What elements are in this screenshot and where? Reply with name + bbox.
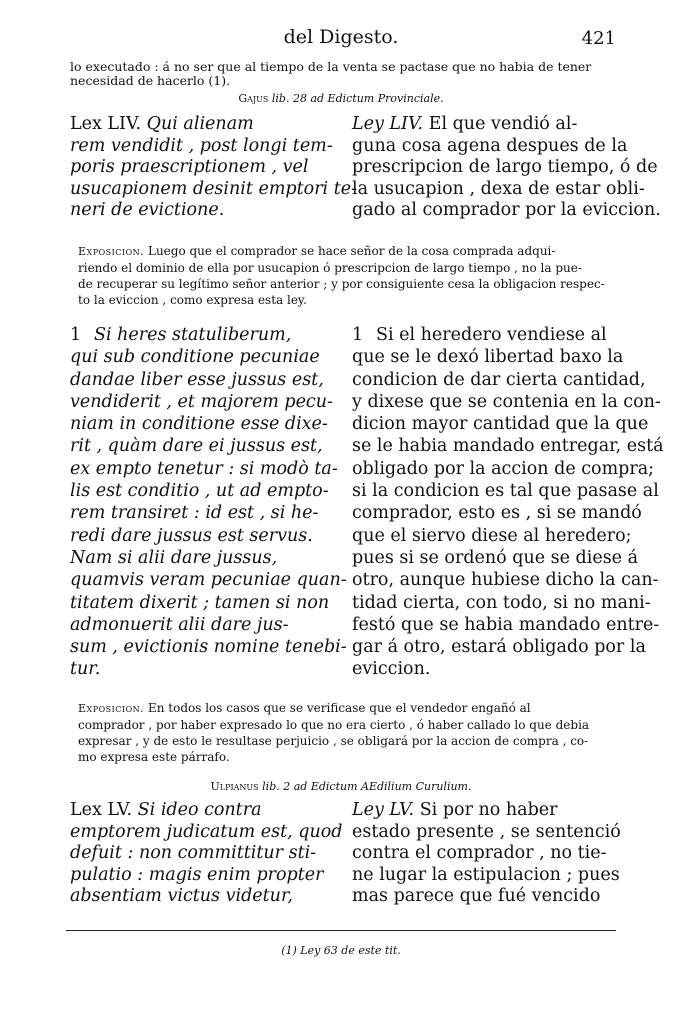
page-number: 421 <box>581 28 616 49</box>
text-line: admonuerit alii dare jus- <box>70 614 289 635</box>
text-line: Si heres statuliberum, <box>94 325 292 345</box>
source-citation-ulpianus <box>0 780 682 793</box>
lex-54-latin <box>70 114 358 222</box>
text-line: dandae liber esse jussus est, <box>70 369 324 390</box>
source-citation-gajus <box>0 92 682 105</box>
text-line: dicion mayor cantidad que la que <box>352 414 649 435</box>
text-line: niam in conditione esse dixe- <box>70 414 328 435</box>
exposicion-1 <box>78 243 614 308</box>
lex-heading: Lex LV. <box>70 800 133 820</box>
text-line: rem transiret : id est , si he- <box>70 503 319 524</box>
ley-heading: Ley LV. <box>352 800 415 820</box>
text-line: rit , quàm dare ei jussus est, <box>70 436 323 457</box>
top-continuation <box>70 60 615 88</box>
citation-source: lib. 28 ad Edictum Provinciale. <box>268 92 444 105</box>
text-line: qui sub conditione pecuniae <box>70 347 320 368</box>
text-line: poris praescriptionem , vel <box>70 157 309 177</box>
citation-author: Ulpianus <box>210 780 259 793</box>
text-line: estado presente , se sentenció <box>352 821 621 842</box>
text-line: redi dare jussus est servus. <box>70 525 313 546</box>
text-line: tidad cierta, con todo, si no mani- <box>352 592 651 613</box>
text-line: pulatio : magis enim propter <box>70 864 324 885</box>
lex-heading: Lex LIV. <box>70 114 142 134</box>
text-line: la usucapion , dexa de estar obli- <box>352 178 645 199</box>
text-line: otro, aunque hubiese dicho la can- <box>352 570 659 591</box>
text-line: guna cosa agena despues de la <box>352 135 628 156</box>
text-line: ex empto tenetur : si modò ta- <box>70 458 338 479</box>
text-line: si la condicion es tal que pasase al <box>352 481 659 502</box>
text-line: titatem dixerit ; tamen si non <box>70 592 330 613</box>
text-line: comprador, esto es , si se mandó <box>352 503 642 524</box>
ley-54-spanish <box>352 114 661 222</box>
text-line: obligado por la accion de compra; <box>352 458 655 479</box>
text-line: neri de evictione. <box>70 200 225 220</box>
text-line: condicion de dar cierta cantidad, <box>352 369 646 390</box>
text-line: se le habia mandado entregar, está <box>352 436 664 457</box>
text-line: mo expresa este párrafo. <box>78 750 230 764</box>
exposicion-2 <box>78 700 614 765</box>
text-line: riendo el dominio de ella por usucapion ó prescripcion de largo tiempo , no la pue- <box>78 261 582 275</box>
text-line: necesidad de hacerlo (1). <box>70 73 231 88</box>
citation-source: lib. 2 ad Edictum AEdilium Curulium. <box>258 780 472 793</box>
text-line: Qui alienam <box>141 114 254 134</box>
text-line: El que vendió al- <box>423 114 578 134</box>
section-1-spanish <box>352 324 664 681</box>
text-line: Si por no haber <box>414 800 558 820</box>
text-line: expresar , y de esto le resultase perjuicio , se obligará por la accion de compra , co- <box>78 734 589 748</box>
text-line: rem vendidit , post longi tem- <box>70 135 333 156</box>
text-line: gado al comprador por la eviccion. <box>352 200 661 220</box>
citation-author: Gajus <box>238 92 269 105</box>
lex-55-latin <box>70 800 343 908</box>
text-line: mas parece que fué vencido <box>352 886 601 906</box>
text-line: Si el heredero vendiese al <box>376 325 607 345</box>
text-line: pues si se ordenó que se diese á <box>352 547 639 568</box>
text-line: lo executado : á no ser que al tiempo de la venta se pactase que no habia de tener <box>70 59 592 74</box>
text-line: festó que se habia mandado entre- <box>352 614 660 635</box>
text-line: En todos los casos que se verificase que el vendedor engañó al <box>144 701 531 715</box>
text-line: usucapionem desinit emptori te- <box>70 178 358 199</box>
running-head: del Digesto. <box>283 26 399 48</box>
text-line: que el siervo diese al heredero; <box>352 525 632 546</box>
text-line: comprador , por haber expresado lo que no era cierto , ó haber callado lo que debia <box>78 718 590 732</box>
text-line: absentiam victus videtur, <box>70 886 293 906</box>
text-line: vendiderit , et majorem pecu- <box>70 391 333 412</box>
text-line: quamvis veram pecuniae quan- <box>70 570 347 591</box>
text-line: to la eviccion , como expresa esta ley. <box>78 293 307 307</box>
text-line: de recuperar su legítimo señor anterior ; y por consiguiente cesa la obligacion respec- <box>78 277 605 291</box>
text-line: gar á otro, estará obligado por la <box>352 637 646 658</box>
text-line: Nam si alii dare jussus, <box>70 547 278 568</box>
section-number: 1 <box>352 325 364 345</box>
footnote-divider <box>66 930 616 931</box>
page-header <box>0 26 682 52</box>
exposicion-label: Exposicion. <box>78 702 145 715</box>
text-line: emptorem judicatum est, quod <box>70 821 343 842</box>
exposicion-label: Exposicion. <box>78 245 145 258</box>
text-line: ne lugar la estipulacion ; pues <box>352 864 620 885</box>
section-1-latin <box>70 324 347 681</box>
text-line: sum , evictionis nomine tenebi- <box>70 637 347 658</box>
text-line: defuit : non committitur sti- <box>70 843 317 863</box>
text-line: eviccion. <box>352 659 431 680</box>
text-line: Luego que el comprador se hace señor de la cosa comprada adqui- <box>144 244 556 258</box>
text-line: que se le dexó libertad baxo la <box>352 347 624 368</box>
text-line: prescripcion de largo tiempo, ó de <box>352 157 658 177</box>
text-line: lis est conditio , ut ad empto- <box>70 481 329 502</box>
text-line: contra el comprador , no tie- <box>352 843 607 863</box>
text-line: y dixese que se contenia en la con- <box>352 391 661 412</box>
text-line: tur. <box>70 659 101 680</box>
ley-heading: Ley LIV. <box>352 114 424 134</box>
text-line: Si ideo contra <box>132 800 262 820</box>
section-number: 1 <box>70 325 82 345</box>
ley-55-spanish <box>352 800 621 908</box>
footnote: (1) Ley 63 de este tit. <box>281 944 401 957</box>
